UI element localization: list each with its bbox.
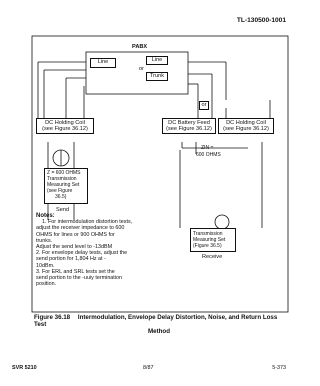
note-line-7: send portion for 1,804 Hz at - [36, 256, 106, 263]
trunk-label: Trunk [149, 73, 165, 79]
dc-holding-coil-left [36, 118, 94, 134]
note-line-5: Adjust the send level to -13dBM [36, 244, 113, 251]
footer-left: SVR 5210 [12, 365, 37, 371]
tms-send-line4: (see Figure [47, 188, 73, 194]
note-line-10: send portion to the -uuiy termination [36, 275, 123, 282]
note-line-9: 3. For ERL and SRL tests set the [36, 268, 115, 275]
tms-send [44, 168, 88, 204]
figure-number: Figure 36.18 [34, 314, 71, 321]
note-line-2: adjust the receiver impedance to 600 [36, 225, 125, 232]
figure-title-line2: Method [148, 328, 170, 335]
tms-send-line5: 36.5) [55, 194, 67, 200]
dc-holding-coil-right [218, 118, 274, 134]
tms-receive-line1: Transmission [193, 231, 223, 237]
note-line-11: position. [36, 281, 57, 288]
dc-battery-feed-title: DC Battery Feed [168, 120, 210, 126]
line-box-left [90, 58, 116, 68]
receive-label: Receive [202, 254, 223, 260]
line-right-label: Line [151, 57, 163, 63]
note-line-1: 1. For intermodulation distortion tests, [42, 219, 133, 226]
dc-battery-feed-ref: (see Figure 36.12) [166, 126, 212, 133]
tms-send-line3: Measuring Set [47, 182, 80, 188]
note-line-8: 10dBm. [36, 262, 55, 269]
notes-heading: Notes: [36, 213, 55, 219]
ohms-600-label: 600 OHMS [196, 152, 221, 158]
line-left-label: Line [97, 59, 109, 65]
figure-caption [34, 314, 284, 335]
line-box-right [146, 56, 168, 65]
footer-page-number: 5-373 [272, 365, 286, 371]
tms-receive-line2: Measuring Set [193, 237, 226, 243]
dc-holding-left-title: DC Holding Coil [45, 120, 85, 126]
note-line-6: 2. For envelope delay tests, adjust the [36, 250, 128, 257]
note-line-3: OHMS for lines or 900 OHMS for [36, 231, 115, 238]
or-box [199, 101, 209, 110]
trunk-box [146, 72, 168, 81]
dc-battery-feed [162, 118, 216, 134]
tms-receive [190, 228, 236, 252]
note-line-4: trunks. [36, 237, 53, 244]
dc-holding-left-ref: (see Figure 36.12) [42, 126, 88, 133]
tms-send-impedance: Z = 600 OHMS [47, 170, 81, 176]
zin-label: ZIN = [201, 145, 214, 151]
send-label: Send [56, 207, 70, 213]
dc-holding-right-title: DC Holding Coil [226, 120, 266, 126]
or-box-label: or [201, 102, 207, 108]
notes-block [36, 213, 176, 287]
document-number: TL-130500-1001 [236, 17, 286, 24]
pabx-label: PABX [132, 44, 148, 50]
or-mid-label: or [139, 66, 144, 72]
tms-send-line2: Transmission [47, 176, 77, 182]
footer-center: 8/87 [143, 365, 154, 371]
dc-holding-right-ref: (see Figure 36.12) [223, 126, 269, 133]
tms-receive-line3: (Figure 36.5) [193, 243, 222, 249]
figure-title-line1: Intermodulation, Envelope Delay Distortion, Noise, and Return Loss Test [34, 314, 278, 328]
